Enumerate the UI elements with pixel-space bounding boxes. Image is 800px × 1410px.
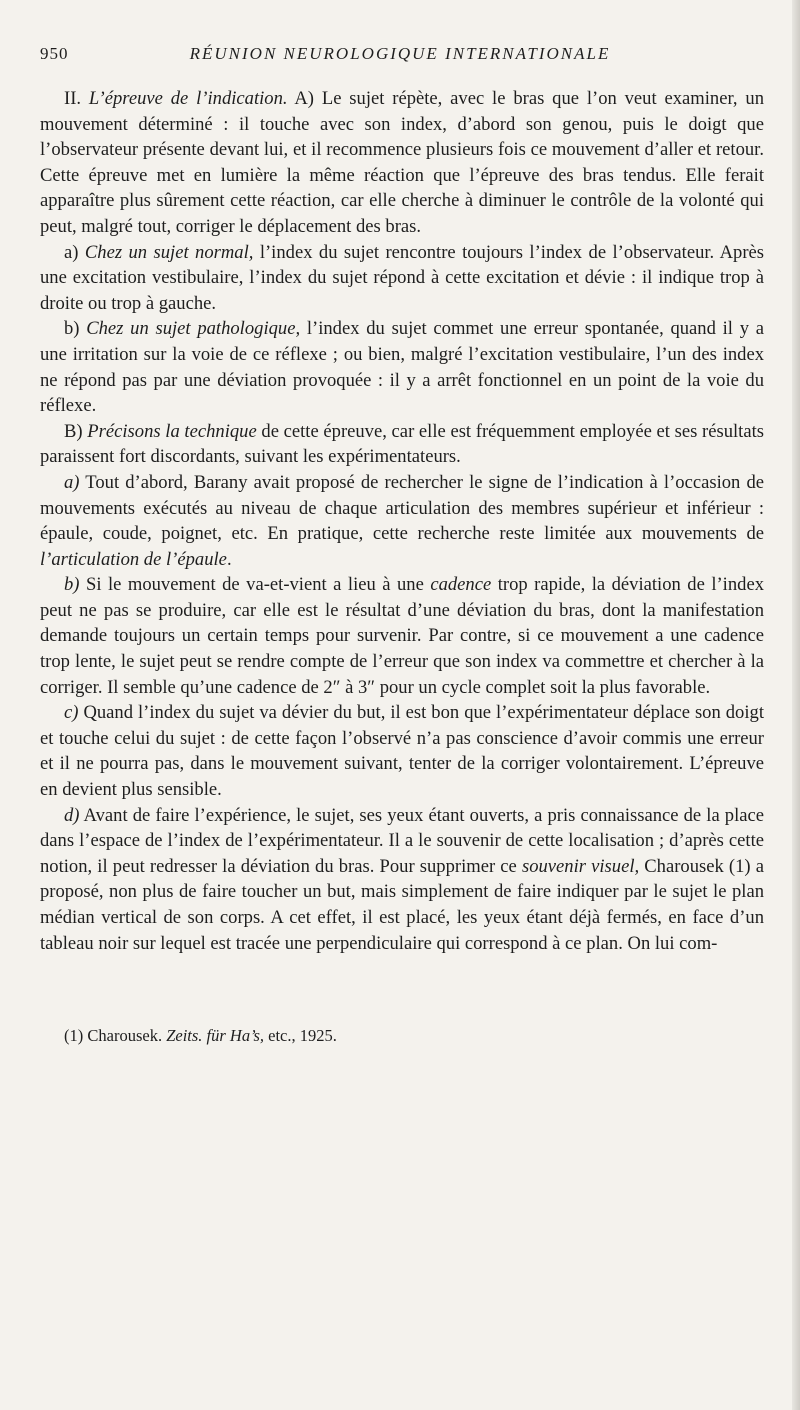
paragraph-delta-emphasis: souvenir visuel, bbox=[521, 855, 640, 877]
footnote-journal: Zeits. für Ha’s, bbox=[166, 1026, 265, 1045]
paragraph-B-text: de cette épreuve, car elle est fréquemment employée et ses résultats paraissent fort discordants, suivant les expérimentateurs. bbox=[40, 420, 764, 468]
paragraph-b-text: l’index du sujet commet une erreur spontanée, quand il y a une irritation sur la voie de ce réflexe ; ou bien, malgré l’excitation vestibulaire, l’un des index ne répond pas par une déviation provoquée : il y a arrêt fonctionnel en un point de la voie du réflexe. bbox=[40, 318, 764, 417]
paragraph-B-label: B) bbox=[64, 420, 83, 442]
paragraph-gamma-label: c) bbox=[64, 702, 79, 724]
page-number: 950 bbox=[40, 44, 69, 63]
paragraph-alpha bbox=[40, 470, 764, 572]
paragraph-alpha-emphasis: l’articulation de l’épaule bbox=[40, 548, 227, 570]
main-text bbox=[40, 86, 764, 956]
page-edge-shadow bbox=[792, 0, 800, 1410]
paragraph-B-heading: Précisons la technique bbox=[87, 420, 257, 442]
footnote-marker: (1) bbox=[64, 1026, 84, 1045]
paragraph-a-heading: Chez un sujet normal, bbox=[84, 241, 254, 263]
section-intro-paragraph bbox=[40, 86, 764, 240]
footnote-author: Charousek. bbox=[83, 1026, 167, 1045]
paragraph-a-label: a) bbox=[64, 241, 79, 263]
running-title: RÉUNION NEUROLOGIQUE INTERNATIONALE bbox=[189, 44, 611, 63]
paragraph-gamma bbox=[40, 700, 764, 802]
section-intro: A) Le sujet répète, avec le bras que l’on veut examiner, un mouvement déterminé : il touche avec son index, d’abord son genou, puis le doigt que l’observateur présente devant lui, et il recommence plusieurs fois ce mouvement d’aller et retour. Cette épreuve met en lumière la même réaction que l’épreuve des bras tendus. Elle ferait apparaître plus sûrement cette réaction, car elle cherche à diminuer le contrôle de la volonté qui peut, malgré tout, corriger le déplacement des bras. bbox=[40, 88, 765, 237]
paragraph-alpha-label: a) bbox=[64, 471, 80, 493]
paragraph-b-heading: Chez un sujet pathologique, bbox=[86, 318, 301, 340]
paragraph-B bbox=[40, 419, 764, 470]
paragraph-gamma-text: Quand l’index du sujet va dévier du but, il est bon que l’expérimentateur déplace son doigt et touche celui du sujet : de cette façon l’observé n’a pas conscience d’avoir commis une erreur et il ne pourra pas, dans le mouvement suivant, tenter de la corriger volontairement. L’épreuve en devient plus sensible. bbox=[40, 702, 764, 801]
paragraph-b bbox=[40, 316, 764, 418]
section-numeral: II. bbox=[64, 88, 82, 109]
paragraph-a bbox=[40, 240, 764, 317]
footnote bbox=[64, 1025, 764, 1047]
paragraph-alpha-end: . bbox=[226, 548, 232, 570]
paragraph-beta-emphasis: cadence bbox=[430, 574, 492, 596]
paragraph-delta-end: Charousek (1) a proposé, non plus de faire toucher un but, mais simplement de faire indiquer par le sujet le plan médian vertical de son corps. A cet effet, il est placé, les yeux étant déjà fermés, en face d’un tableau noir sur lequel est tracée une perpendiculaire qui correspond à ce plan. On lui com- bbox=[40, 855, 764, 954]
paragraph-beta bbox=[40, 572, 764, 700]
paragraph-alpha-text: Tout d’abord, Barany avait proposé de rechercher le signe de l’indication à l’occasion de mouvements exécutés au niveau de chaque articulation des membres supérieur et inférieur : épaule, coude, poignet, etc. En pratique, cette recherche reste limitée aux mouvements de bbox=[40, 471, 764, 545]
running-header bbox=[40, 44, 760, 72]
paragraph-delta-label: d) bbox=[64, 804, 80, 826]
paragraph-delta bbox=[40, 803, 764, 957]
paragraph-delta-text: Avant de faire l’expérience, le sujet, ses yeux étant ouverts, a pris connaissance de la place dans l’espace de l’index de l’expérimentateur. Il a le souvenir de cette localisation ; d’après cette notion, il peut redresser la déviation du bras. Pour supprimer ce bbox=[40, 804, 764, 877]
paragraph-b-label: b) bbox=[64, 318, 80, 340]
paragraph-beta-end: trop rapide, la déviation de l’index peut ne pas se produire, car elle est le résultat d’une déviation du bras, dont la manifestation demande toujours un certain temps pour survenir. Par contre, si ce mouvement a une cadence trop lente, le sujet peut se rendre compte de l’erreur que son index va commettre et chercher à la corriger. Il semble qu’une cadence de 2″ à 3″ pour un cycle complet soit la plus favorable. bbox=[40, 574, 764, 698]
paragraph-beta-label: b) bbox=[64, 574, 80, 596]
paragraph-a-text: l’index du sujet rencontre toujours l’index de l’observateur. Après une excitation vestibulaire, l’index du sujet répond à cette excitation et dévie : il indique trop à droite ou trop à gauche. bbox=[40, 241, 764, 314]
section-title: L’épreuve de l’indication. bbox=[88, 88, 288, 109]
paragraph-beta-text: Si le mouvement de va-et-vient a lieu à une bbox=[79, 574, 431, 596]
footnote-rest: etc., 1925. bbox=[264, 1026, 337, 1045]
